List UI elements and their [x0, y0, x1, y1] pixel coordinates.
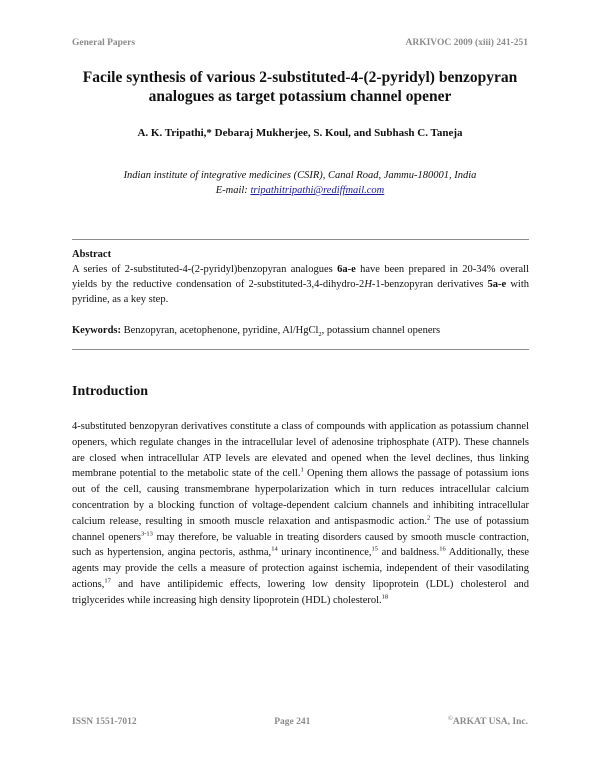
compound-5a-e: 5a-e: [487, 279, 507, 290]
author-list: A. K. Tripathi,* Debaraj Mukherjee, S. Koul, and Subhash C. Taneja: [137, 127, 463, 139]
introduction-heading: Introduction: [72, 384, 148, 399]
citation-ref[interactable]: 17: [104, 577, 111, 585]
copyright-symbol: ©: [447, 714, 453, 722]
citation-ref[interactable]: 16: [439, 545, 446, 553]
introduction-paragraph: 4-substituted benzopyran derivatives constitute a class of compounds with application as potassium channel openers, which regulate changes in the intracellular level of adenosine triphosphate (ATP). These channels are closed when intracellular ATP levels are elevated and opened when the level declines, thus linking membrane potential to the metabolic state of the cell.$^1$ Opening them allows the passage of potassium ions out of the cell, causing transmembrane hyperpolarization which in turn reduces intracellular calcium concentration by a blocking function of voltage-dependent calcium channels and inhibiting intracellular calcium release, resulting in smooth muscle relaxation and antispasmodic action.$^2$ The use of potassium channel openers$^{3-13}$ may therefore, be valuable in treating disorders caused by smooth muscle contraction, such as hypertension, angina pectoris, asthma,$^{14}$ urinary incontinence,$^{15}$ and baldness.$^{16}$ Additionally, these agents may provide the cells a measure of protection against ischemia, independent of their vasodilating actions,$^{17}$ and have antilipidemic effects, lowering low density lipoprotein (LDL) cholesterol and triglycerides while increasing high density lipoprotein (HDL) cholesterol.$^{18}$: [72, 421, 529, 606]
citation-ref[interactable]: 18: [381, 593, 389, 601]
institution-address: Indian institute of integrative medicines (CSIR), Canal Road, Jammu-180001, India: [123, 170, 477, 181]
abstract-top-rule: [72, 239, 529, 240]
footer-page-number: Page 241: [274, 717, 311, 727]
email-line: [60, 183, 540, 198]
email-link[interactable]: tripathitripathi@rediffmail.com: [250, 185, 385, 196]
paper-title: [60, 68, 540, 106]
footer-publisher: ©ARKAT USA, Inc.: [447, 714, 528, 727]
abstract-text: A series of 2-substituted-4-(2-pyridyl)benzopyran analogues 6a-e have been prepared in 20-34% overall yields by the reductive condensation of 2-substituted-3,4-dihydro-2H-1-benzopyran derivatives 5a-e with pyridine, as a key step.: [72, 264, 529, 305]
title-line-1: Facile synthesis of various 2-substituted-4-(2-pyridyl) benzopyran: [82, 69, 518, 86]
citation-ref[interactable]: 2: [426, 514, 431, 522]
keywords-line: Keywords: Benzopyran, acetophenone, pyridine, Al/HgCl$_2$, potassium channel openers: [72, 325, 441, 339]
citation-ref[interactable]: 1: [300, 466, 304, 474]
running-header: [72, 38, 528, 48]
abstract-heading: Abstract: [72, 249, 112, 260]
citation-ref[interactable]: 14: [271, 545, 278, 553]
compound-6a-e: 6a-e: [337, 264, 356, 275]
abstract-section: [72, 247, 529, 307]
affiliation-block: [60, 168, 540, 198]
keywords-label: Keywords:: [72, 325, 121, 336]
page-footer: [72, 714, 528, 727]
footer-issn: ISSN 1551-7012: [72, 717, 137, 727]
citation-ref[interactable]: 3-13: [140, 530, 153, 538]
email-label: E-mail:: [215, 185, 251, 196]
header-section-label: General Papers: [72, 38, 136, 48]
title-line-2: analogues as target potassium channel opener: [148, 88, 452, 105]
citation-ref[interactable]: 15: [371, 545, 379, 553]
keywords-bottom-rule: [72, 349, 529, 350]
header-journal-citation: ARKIVOC 2009 (xiii) 241-251: [405, 38, 528, 48]
